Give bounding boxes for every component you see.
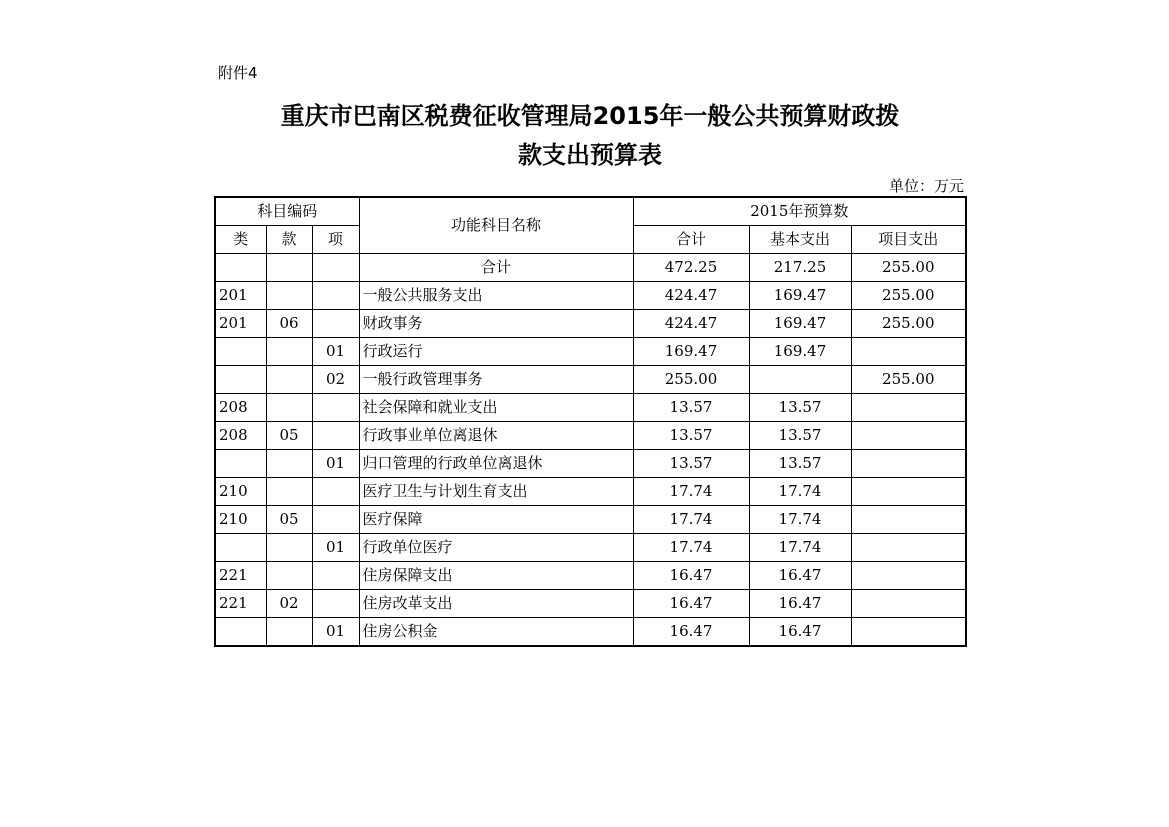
cell-lei [215, 254, 266, 282]
cell-xiang [312, 254, 359, 282]
cell-name: 一般公共服务支出 [359, 282, 633, 310]
cell-lei: 201 [215, 282, 266, 310]
cell-total: 16.47 [633, 618, 749, 647]
header-kuan: 款 [266, 226, 312, 254]
cell-lei: 221 [215, 562, 266, 590]
cell-basic: 16.47 [749, 618, 851, 647]
cell-lei: 210 [215, 506, 266, 534]
cell-lei [215, 618, 266, 647]
header-lei: 类 [215, 226, 266, 254]
cell-xiang [312, 422, 359, 450]
attachment-label: 附件4 [218, 64, 258, 82]
cell-total: 13.57 [633, 394, 749, 422]
cell-lei: 201 [215, 310, 266, 338]
cell-project: 255.00 [851, 310, 966, 338]
cell-xiang: 01 [312, 618, 359, 647]
cell-project [851, 394, 966, 422]
table-row [215, 562, 966, 590]
cell-lei: 221 [215, 590, 266, 618]
cell-total: 17.74 [633, 478, 749, 506]
header-name: 功能科目名称 [359, 197, 633, 254]
cell-total: 13.57 [633, 422, 749, 450]
cell-lei [215, 366, 266, 394]
cell-basic: 169.47 [749, 282, 851, 310]
cell-basic: 13.57 [749, 394, 851, 422]
cell-kuan: 05 [266, 506, 312, 534]
table-row [215, 282, 966, 310]
header-total: 合计 [633, 226, 749, 254]
table-row [215, 254, 966, 282]
cell-name: 住房保障支出 [359, 562, 633, 590]
cell-total: 255.00 [633, 366, 749, 394]
cell-basic: 169.47 [749, 338, 851, 366]
table-row [215, 534, 966, 562]
cell-basic: 13.57 [749, 422, 851, 450]
header-xiang: 项 [312, 226, 359, 254]
cell-name: 医疗卫生与计划生育支出 [359, 478, 633, 506]
table-row [215, 478, 966, 506]
cell-name: 行政单位医疗 [359, 534, 633, 562]
cell-project [851, 618, 966, 647]
cell-kuan [266, 618, 312, 647]
cell-lei [215, 450, 266, 478]
budget-table [214, 196, 967, 647]
table-row [215, 450, 966, 478]
cell-xiang: 02 [312, 366, 359, 394]
cell-name: 医疗保障 [359, 506, 633, 534]
cell-name: 合计 [359, 254, 633, 282]
unit-label: 单位：万元 [888, 177, 964, 195]
cell-total: 424.47 [633, 282, 749, 310]
cell-total: 16.47 [633, 562, 749, 590]
table-row [215, 590, 966, 618]
cell-kuan [266, 282, 312, 310]
cell-xiang [312, 562, 359, 590]
cell-total: 424.47 [633, 310, 749, 338]
table-row [215, 338, 966, 366]
cell-project [851, 478, 966, 506]
table-row [215, 506, 966, 534]
cell-xiang [312, 590, 359, 618]
cell-project [851, 338, 966, 366]
cell-lei [215, 534, 266, 562]
document-title-line1: 重庆市巴南区税费征收管理局2015年一般公共预算财政拨 [280, 102, 900, 130]
cell-xiang [312, 310, 359, 338]
cell-kuan [266, 534, 312, 562]
cell-xiang [312, 394, 359, 422]
cell-total: 13.57 [633, 450, 749, 478]
cell-kuan [266, 562, 312, 590]
cell-name: 归口管理的行政单位离退休 [359, 450, 633, 478]
header-code-group: 科目编码 [215, 197, 359, 226]
cell-name: 财政事务 [359, 310, 633, 338]
cell-kuan [266, 338, 312, 366]
table-row [215, 422, 966, 450]
cell-kuan [266, 366, 312, 394]
cell-lei: 208 [215, 422, 266, 450]
cell-name: 住房公积金 [359, 618, 633, 647]
cell-total: 169.47 [633, 338, 749, 366]
cell-kuan [266, 394, 312, 422]
cell-basic: 217.25 [749, 254, 851, 282]
cell-xiang: 01 [312, 450, 359, 478]
cell-kuan: 02 [266, 590, 312, 618]
cell-name: 行政事业单位离退休 [359, 422, 633, 450]
cell-basic: 17.74 [749, 506, 851, 534]
cell-name: 一般行政管理事务 [359, 366, 633, 394]
cell-name: 行政运行 [359, 338, 633, 366]
cell-total: 472.25 [633, 254, 749, 282]
cell-xiang [312, 478, 359, 506]
cell-kuan [266, 478, 312, 506]
cell-name: 社会保障和就业支出 [359, 394, 633, 422]
cell-total: 17.74 [633, 506, 749, 534]
table-row [215, 310, 966, 338]
cell-xiang [312, 506, 359, 534]
cell-lei: 210 [215, 478, 266, 506]
cell-basic: 169.47 [749, 310, 851, 338]
header-basic: 基本支出 [749, 226, 851, 254]
cell-project [851, 506, 966, 534]
document-title-line2: 款支出预算表 [518, 141, 662, 169]
cell-lei: 208 [215, 394, 266, 422]
cell-xiang [312, 282, 359, 310]
cell-project [851, 450, 966, 478]
cell-project [851, 562, 966, 590]
cell-xiang: 01 [312, 338, 359, 366]
cell-project [851, 590, 966, 618]
cell-project: 255.00 [851, 366, 966, 394]
header-project: 项目支出 [851, 226, 966, 254]
cell-project: 255.00 [851, 254, 966, 282]
cell-basic [749, 366, 851, 394]
cell-project: 255.00 [851, 282, 966, 310]
cell-basic: 13.57 [749, 450, 851, 478]
header-row-1 [215, 197, 966, 226]
cell-project [851, 534, 966, 562]
cell-name: 住房改革支出 [359, 590, 633, 618]
cell-kuan [266, 254, 312, 282]
table-row [215, 366, 966, 394]
cell-basic: 16.47 [749, 562, 851, 590]
cell-xiang: 01 [312, 534, 359, 562]
cell-kuan [266, 450, 312, 478]
cell-lei [215, 338, 266, 366]
cell-total: 17.74 [633, 534, 749, 562]
table-row [215, 394, 966, 422]
cell-basic: 17.74 [749, 534, 851, 562]
cell-total: 16.47 [633, 590, 749, 618]
table-row [215, 618, 966, 647]
cell-basic: 16.47 [749, 590, 851, 618]
cell-basic: 17.74 [749, 478, 851, 506]
cell-project [851, 422, 966, 450]
cell-kuan: 05 [266, 422, 312, 450]
cell-kuan: 06 [266, 310, 312, 338]
header-budget-group: 2015年预算数 [633, 197, 966, 226]
